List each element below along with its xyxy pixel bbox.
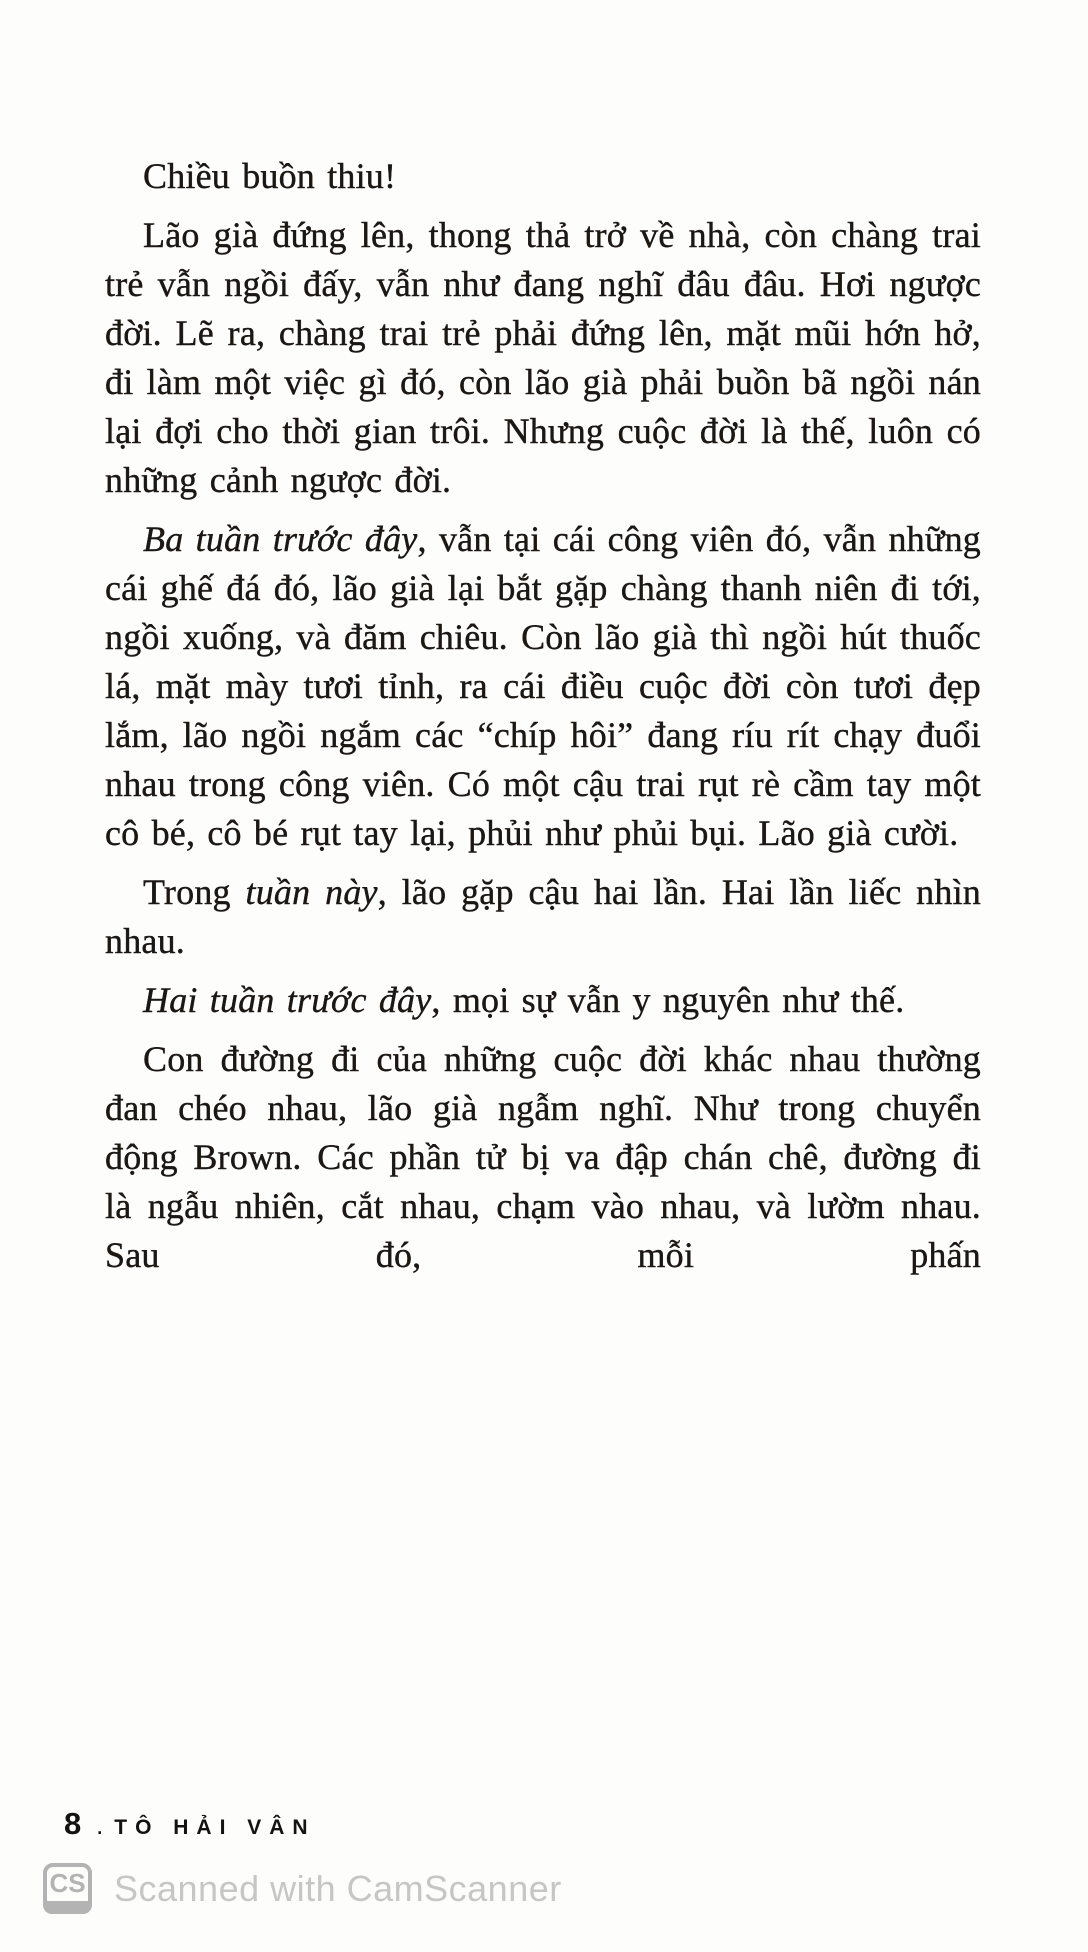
author-name: TÔ HẢI VÂN [114, 1816, 316, 1839]
text-run: , mọi sự vẫn y nguyên như thế. [431, 980, 905, 1020]
footer-separator: . [97, 1818, 103, 1838]
paragraph [105, 976, 981, 1025]
paragraph [105, 515, 981, 858]
camscanner-watermark [43, 1863, 562, 1914]
italic-text-run: tuần này [245, 872, 378, 912]
text-run: Chiều buồn thiu! [143, 156, 397, 196]
text-run: Trong [143, 872, 246, 912]
italic-text-run: Hai tuần trước đây [143, 980, 432, 1020]
text-run: Lão già đứng lên, thong thả trở về nhà, còn chàng trai trẻ vẫn ngồi đấy, vẫn như đang nghĩ đâu đâu. Hơi ngược đời. Lẽ ra, chàng trai trẻ phải đứng lên, mặt mũi hớn hở, đi làm một việc gì đó, còn lão già phải buồn bã ngồi nán lại đợi cho thời gian trôi. Nhưng cuộc đời là thế, luôn có những cảnh ngược đời. [105, 215, 981, 500]
camscanner-logo-icon [43, 1863, 92, 1914]
paragraph [105, 211, 981, 505]
watermark-label: Scanned with CamScanner [114, 1867, 562, 1909]
body-text [105, 152, 981, 1290]
camscanner-logo-letters: CS [49, 1868, 86, 1898]
page-number: 8 [64, 1806, 84, 1841]
camscanner-logo-base [43, 1901, 92, 1914]
page-footer [64, 1806, 316, 1842]
text-run: Con đường đi của những cuộc đời khác nhau thường đan chéo nhau, lão già ngẫm nghĩ. Như trong chuyển động Brown. Các phần tử bị va đập chán chê, đường đi là ngẫu nhiên, cắt nhau, chạm vào nhau, và lườm nhau. Sau đó, mỗi phấn [105, 1039, 981, 1275]
paragraph [105, 868, 981, 966]
paragraph [105, 1035, 981, 1280]
italic-text-run: Ba tuần trước đây [143, 519, 418, 559]
text-run: , lão gặp cậu hai lần. Hai lần liếc nhìn nhau. [105, 872, 981, 961]
text-run: , vẫn tại cái công viên đó, vẫn những cái ghế đá đó, lão già lại bắt gặp chàng thanh niên đi tới, ngồi xuống, và đăm chiêu. Còn lão già thì ngồi hút thuốc lá, mặt mày tươi tỉnh, ra cái điều cuộc đời còn tươi đẹp lắm, lão ngồi ngắm các “chíp hôi” đang ríu rít chạy đuổi nhau trong công viên. Có một cậu trai rụt rè cầm tay một cô bé, cô bé rụt tay lại, phủi như phủi bụi. Lão già cười. [105, 519, 981, 853]
paragraph [105, 152, 981, 201]
